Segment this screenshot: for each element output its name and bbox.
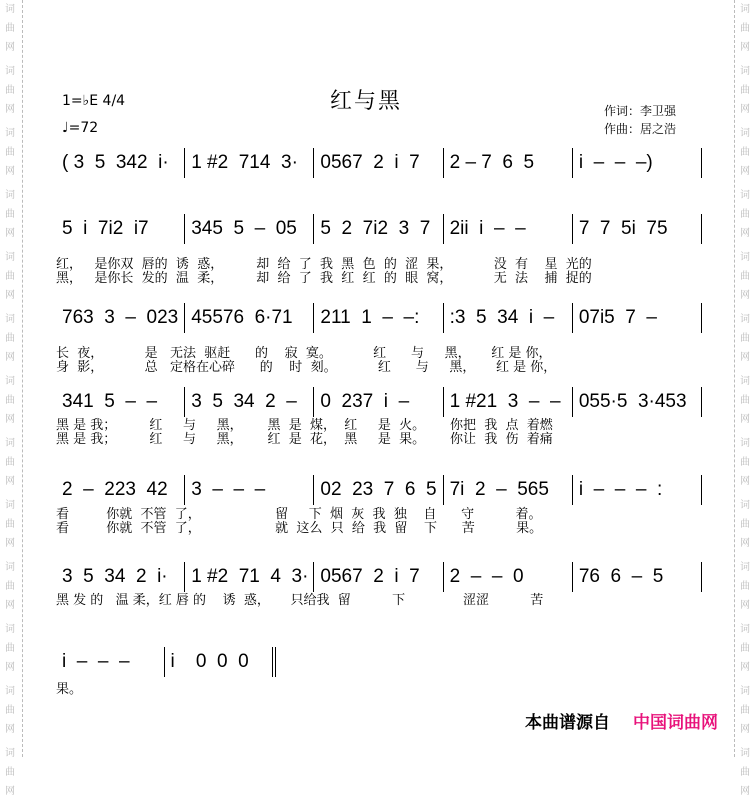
watermark-text: 词曲网 — [740, 314, 750, 363]
watermark-text: 词曲网 — [5, 748, 15, 797]
lyric-line: 身 影， 总 定格在心碎 的 时 刻。 红 与 黑， 红 是 你， — [56, 360, 557, 375]
watermark-text: 词曲网 — [740, 562, 750, 611]
watermark-text: 词曲网 — [740, 128, 750, 177]
measure: 3 5 34 2 – — [184, 387, 313, 417]
measure: :3 5 34 i – — [443, 303, 572, 333]
measure: 02 23 7 6 5 — [313, 475, 442, 505]
notation-system — [56, 562, 702, 592]
measure: i – – –) — [572, 148, 702, 178]
watermark-text: 词曲网 — [740, 500, 750, 549]
measure: 3 – – – — [184, 475, 313, 505]
measure: i 0 0 0 — [164, 647, 277, 677]
lyric-line: 长 夜， 是 无法 驱赶 的 寂 寞。 红 与 黑， 红 是 你， — [56, 346, 552, 361]
watermark-text: 词曲网 — [740, 190, 750, 239]
notation-system — [56, 475, 702, 505]
measure: 45576 6·71 — [184, 303, 313, 333]
measure: 055·5 3·453 — [572, 387, 702, 417]
measure: 1 #2 714 3· — [184, 148, 313, 178]
watermark-text: 词曲网 — [5, 376, 15, 425]
measure: 1 #2 71 4 3· — [184, 562, 313, 592]
lyric-line: 黑 是 我； 红 与 黑， 红 是 花， 黑 是 果。 你让 我 伤 着痛 — [56, 432, 553, 447]
watermark-text: 词曲网 — [740, 624, 750, 673]
watermark-text: 词曲网 — [5, 562, 15, 611]
lyric-line: 黑 发 的 温 柔，红 唇 的 诱 惑， 只给我 留 下 涩涩 苦 — [56, 593, 544, 608]
measure: 2 – 7 6 5 — [443, 148, 572, 178]
lyric-line: 黑， 是你长 发的 温 柔， 却 给 了 我 红 红 的 眼 窝， 无 法 捕 捉的 — [56, 271, 592, 286]
watermark-text: 词曲网 — [5, 252, 15, 301]
site-name[interactable]: 中国词曲网 — [633, 713, 718, 733]
measure: 2 – – 0 — [443, 562, 572, 592]
measure: 211 1 – –: — [313, 303, 442, 333]
measure: i – – – — [62, 651, 130, 672]
source-label: 本曲谱源自 — [525, 713, 610, 733]
notation-system — [56, 387, 702, 417]
watermark-text: 词曲网 — [740, 748, 750, 797]
lyric-line: 红， 是你双 唇的 诱 惑， 却 给 了 我 黑 色 的 涩 果， 没 有 星 光的 — [56, 257, 592, 272]
measure: i – – – : — [572, 475, 702, 505]
left-watermark-strip — [0, 0, 23, 797]
watermark-text: 词曲网 — [740, 376, 750, 425]
lyric-line: 看 你就 不管 了， 留 下 烟 灰 我 独 自 守 着。 — [56, 507, 542, 522]
right-watermark-strip — [734, 0, 756, 797]
notation-system — [56, 148, 702, 178]
watermark-text: 词曲网 — [740, 438, 750, 487]
measure: 0567 2 i 7 — [313, 562, 442, 592]
watermark-text: 词曲网 — [740, 66, 750, 115]
measure: 2ii i – – — [443, 214, 572, 244]
measure: 76 6 – 5 — [572, 562, 702, 592]
measure: 0 237 i – — [313, 387, 442, 417]
watermark-text: 词曲网 — [5, 624, 15, 673]
measure: 345 5 – 05 — [184, 214, 313, 244]
measure: 763 3 – 023 — [62, 307, 179, 328]
song-title: 红与黑 — [330, 89, 403, 114]
measure: 3 5 34 2 i· — [62, 566, 168, 587]
tempo-marking: ♩=72 — [62, 120, 99, 136]
measure: 341 5 – – — [62, 391, 158, 412]
measure: 07i5 7 – — [572, 303, 702, 333]
composer-credit: 作曲：居之浩 — [604, 122, 677, 136]
measure: 7 7 5i 75 — [572, 214, 702, 244]
key-signature: 1=♭E 4/4 — [62, 93, 126, 109]
watermark-text: 词曲网 — [740, 4, 750, 53]
notation-system — [56, 647, 276, 677]
watermark-text: 词曲网 — [5, 4, 15, 53]
measure: 1 #21 3 – – — [443, 387, 572, 417]
watermark-text: 词曲网 — [740, 686, 750, 735]
measure: 2 – 223 42 — [62, 479, 168, 500]
watermark-text: 词曲网 — [5, 438, 15, 487]
watermark-text: 词曲网 — [5, 314, 15, 363]
lyricist-credit: 作词：李卫强 — [604, 104, 677, 118]
measure: ( 3 5 342 i· — [62, 152, 169, 173]
watermark-text: 词曲网 — [740, 252, 750, 301]
lyric-line: 果。 — [56, 682, 83, 697]
lyric-line: 黑 是 我； 红 与 黑， 黑 是 煤， 红 是 火。 你把 我 点 着燃 — [56, 418, 553, 433]
watermark-text: 词曲网 — [5, 190, 15, 239]
measure: 7i 2 – 565 — [443, 475, 572, 505]
watermark-text: 词曲网 — [5, 686, 15, 735]
measure: 5 2 7i2 3 7 — [313, 214, 442, 244]
watermark-text: 词曲网 — [5, 128, 15, 177]
measure: 0567 2 i 7 — [313, 148, 442, 178]
notation-system — [56, 214, 702, 244]
watermark-text: 词曲网 — [5, 66, 15, 115]
measure: 5 i 7i2 i7 — [62, 218, 149, 239]
lyric-line: 看 你就 不管 了， 就 这么 只 给 我 留 下 苦 果。 — [56, 521, 543, 536]
notation-system — [56, 303, 702, 333]
watermark-text: 词曲网 — [5, 500, 15, 549]
